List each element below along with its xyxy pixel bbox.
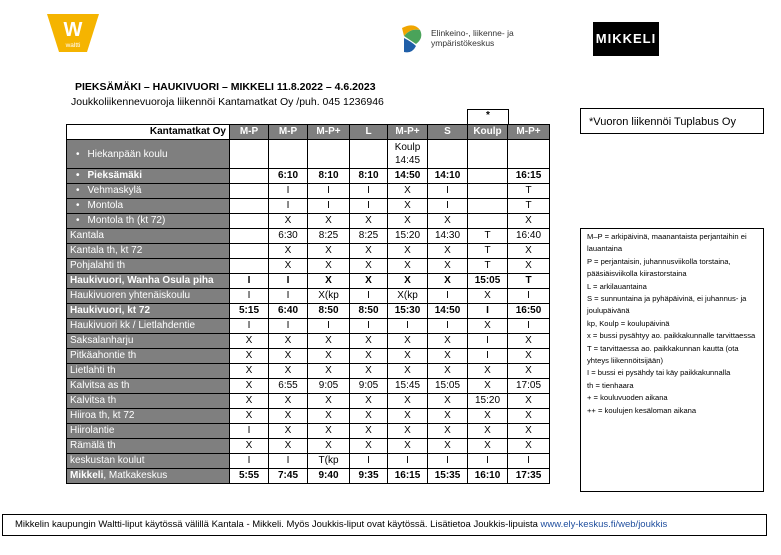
table-cell: T(kp [308, 454, 350, 469]
legend-item: S = sunnuntaina ja pyhäpäivinä, ei juhannus- ja joulupäivänä [587, 294, 747, 316]
stop-name: Kalvitsa th [67, 394, 230, 409]
legend-item: ++ = koulujen kesäloman aikana [587, 405, 697, 415]
table-cell: X [308, 244, 350, 259]
table-cell: I [508, 454, 550, 469]
table-cell: T [468, 259, 508, 274]
table-cell: I [428, 199, 468, 214]
operator-header: Kantamatkat Oy [67, 125, 230, 140]
stop-name: • Hiekanpään koulu [67, 140, 230, 169]
table-cell: X [230, 394, 269, 409]
stop-name: Hiirolantie [67, 424, 230, 439]
table-cell: X [508, 439, 550, 454]
table-cell: 8:25 [350, 229, 388, 244]
table-cell: X [468, 424, 508, 439]
table-row [67, 334, 550, 349]
table-cell: 8:50 [350, 304, 388, 319]
column-header: M-P+ [508, 125, 550, 140]
table-cell: 8:10 [350, 169, 388, 184]
table-cell: X [428, 274, 468, 289]
table-row [67, 364, 550, 379]
table-cell: X [428, 349, 468, 364]
table-cell: I [230, 454, 269, 469]
table-cell: 15:05 [468, 274, 508, 289]
table-row [67, 259, 550, 274]
footer-note [2, 514, 767, 536]
table-cell: X [428, 334, 468, 349]
waltti-logo-text: waltti [65, 42, 81, 49]
table-cell: 7:45 [269, 469, 308, 484]
table-cell: 15:45 [388, 379, 428, 394]
footer-text: Mikkelin kaupungin Waltti-liput käytössä välillä Kantala - Mikkeli. Myös Joukkis-liput ovat käytössä. Lisätietoa Joukkis-lipuista [15, 519, 541, 530]
table-cell: X [308, 349, 350, 364]
table-cell: 6:55 [269, 379, 308, 394]
table-cell: X [350, 349, 388, 364]
stop-name: • Pieksämäki [67, 169, 230, 184]
table-cell: I [230, 319, 269, 334]
table-row [67, 439, 550, 454]
table-cell [230, 184, 269, 199]
table-cell: 9:35 [350, 469, 388, 484]
table-row [67, 274, 550, 289]
table-cell: 5:55 [230, 469, 269, 484]
table-cell: X [269, 334, 308, 349]
table-cell: X [269, 394, 308, 409]
mikkeli-logo: MIKKELI [593, 22, 659, 56]
table-cell: X [428, 439, 468, 454]
table-row [67, 289, 550, 304]
table-cell: X [388, 409, 428, 424]
table-cell: I [230, 424, 269, 439]
table-cell: X [428, 409, 468, 424]
table-cell: X [308, 364, 350, 379]
table-cell [230, 214, 269, 229]
table-row [67, 409, 550, 424]
table-cell: T [468, 229, 508, 244]
table-cell: X [269, 244, 308, 259]
table-cell: I [428, 319, 468, 334]
table-cell: I [269, 184, 308, 199]
legend-item: T = tarvittaessa ao. paikkakunnan kautta (ota yhteys liikennöitsijään) [587, 343, 739, 366]
table-row [67, 304, 550, 319]
table-cell: I [468, 454, 508, 469]
table-cell: I [269, 274, 308, 289]
table-cell: X [269, 259, 308, 274]
table-cell: X [388, 439, 428, 454]
table-cell: I [468, 304, 508, 319]
table-cell: 6:30 [269, 229, 308, 244]
legend-item: L = arkilauantaina [587, 281, 647, 291]
table-cell: 9:05 [308, 379, 350, 394]
table-cell: I [350, 289, 388, 304]
stop-name: keskustan koulut [67, 454, 230, 469]
table-row [67, 469, 550, 484]
ely-logo [398, 22, 528, 56]
table-cell: X [230, 379, 269, 394]
legend-item: x = bussi pysähtyy ao. paikkakunnalle tarvittaessa [587, 331, 756, 341]
table-cell: 9:05 [350, 379, 388, 394]
table-row [67, 169, 550, 184]
table-cell: X [388, 199, 428, 214]
table-cell: X [508, 409, 550, 424]
table-cell: X [388, 259, 428, 274]
table-cell: I [468, 349, 508, 364]
table-cell: X [308, 334, 350, 349]
legend-item: M–P = arkipäivinä, maanantaista perjantaihin ei lauantaina [587, 232, 747, 254]
table-cell: I [230, 289, 269, 304]
table-cell: X [230, 409, 269, 424]
table-cell: T [468, 244, 508, 259]
table-cell: 15:30 [388, 304, 428, 319]
stop-name-main: Mikkeli [70, 470, 104, 481]
table-cell: X [388, 424, 428, 439]
table-cell [230, 140, 269, 169]
table-cell: X [388, 274, 428, 289]
table-cell [350, 140, 388, 169]
table-cell: 6:40 [269, 304, 308, 319]
ely-logo-line2: ympäristökeskus [431, 38, 495, 48]
table-cell: X [468, 289, 508, 304]
stop-name: • Vehmaskylä [67, 184, 230, 199]
table-cell: X [508, 364, 550, 379]
table-cell: I [428, 184, 468, 199]
table-cell: X [269, 409, 308, 424]
stop-name: Kalvitsa as th [67, 379, 230, 394]
table-cell [468, 140, 508, 169]
legend-item: kp, Koulp = koulupäivinä [587, 318, 670, 328]
table-cell: 14:50 [388, 169, 428, 184]
table-cell: 15:20 [468, 394, 508, 409]
table-cell: I [308, 199, 350, 214]
table-cell: X [388, 184, 428, 199]
table-cell [508, 140, 550, 169]
table-cell: X [508, 334, 550, 349]
table-row [67, 319, 550, 334]
table-cell: I [508, 319, 550, 334]
table-cell: X [508, 214, 550, 229]
table-cell: I [350, 199, 388, 214]
table-cell: 16:50 [508, 304, 550, 319]
table-cell: I [308, 184, 350, 199]
svg-text:W: W [63, 19, 83, 41]
table-cell: 15:35 [428, 469, 468, 484]
table-cell: I [388, 319, 428, 334]
table-cell: X [308, 394, 350, 409]
table-cell: X [350, 259, 388, 274]
table-cell: X [269, 349, 308, 364]
table-cell [230, 259, 269, 274]
stop-name: Kantala th, kt 72 [67, 244, 230, 259]
table-cell: X [468, 319, 508, 334]
table-cell: I [269, 199, 308, 214]
ely-logo-line1: Elinkeino-, liikenne- ja [431, 28, 514, 38]
table-cell: X [508, 394, 550, 409]
table-cell: X [350, 244, 388, 259]
stop-name: • Montola [67, 199, 230, 214]
stop-name: • Montola th (kt 72) [67, 214, 230, 229]
table-cell: X(kp [388, 289, 428, 304]
table-cell: X [350, 274, 388, 289]
timetable [66, 124, 550, 484]
table-cell [230, 199, 269, 214]
table-cell: I [388, 454, 428, 469]
table-cell: 15:05 [428, 379, 468, 394]
table-cell: X [428, 424, 468, 439]
table-cell [468, 184, 508, 199]
table-cell: 17:05 [508, 379, 550, 394]
table-cell: I [468, 334, 508, 349]
table-cell: I [308, 319, 350, 334]
table-cell: X [468, 439, 508, 454]
table-cell: X [350, 334, 388, 349]
stop-name-suffix: , Matkakeskus [103, 470, 168, 481]
table-cell: X [308, 274, 350, 289]
table-cell: X [230, 349, 269, 364]
star-marker: * [467, 109, 509, 126]
column-header: L [350, 125, 388, 140]
table-cell: 14:10 [428, 169, 468, 184]
legend-box [580, 228, 764, 492]
stop-name: Kantala [67, 229, 230, 244]
table-row [67, 424, 550, 439]
stop-name: Rämälä th [67, 439, 230, 454]
stop-name: Lietlahti th [67, 364, 230, 379]
table-row [67, 454, 550, 469]
legend-item: I = bussi ei pysähdy tai käy paikkakunnalla [587, 368, 731, 378]
table-cell: X [230, 439, 269, 454]
table-row [67, 229, 550, 244]
operator-note: *Vuoron liikennöi Tuplabus Oy [580, 108, 764, 134]
table-cell [428, 140, 468, 169]
table-cell: X [428, 259, 468, 274]
table-cell: X [508, 244, 550, 259]
table-cell [468, 169, 508, 184]
table-cell: X [269, 364, 308, 379]
table-cell: 8:10 [308, 169, 350, 184]
table-cell: 17:35 [508, 469, 550, 484]
table-cell [230, 169, 269, 184]
waltti-logo [47, 14, 99, 52]
table-cell: X [308, 259, 350, 274]
table-cell: I [508, 289, 550, 304]
table-cell: X [308, 424, 350, 439]
table-cell: X [308, 214, 350, 229]
table-row [67, 349, 550, 364]
table-cell: X [428, 214, 468, 229]
table-cell: 9:40 [308, 469, 350, 484]
table-cell: X [388, 394, 428, 409]
table-cell: I [428, 289, 468, 304]
table-cell: X [269, 214, 308, 229]
table-cell: X [308, 409, 350, 424]
joukkis-link[interactable]: www.ely-keskus.fi/web/joukkis [540, 519, 668, 530]
table-cell [308, 140, 350, 169]
table-cell: X [308, 439, 350, 454]
stop-name: Haukivuori, kt 72 [67, 304, 230, 319]
table-cell: X [428, 364, 468, 379]
table-cell: I [350, 319, 388, 334]
table-cell: X [388, 244, 428, 259]
table-cell: Koulp 14:45 [388, 140, 428, 169]
table-cell: X [269, 424, 308, 439]
table-cell: 16:40 [508, 229, 550, 244]
table-cell: T [508, 199, 550, 214]
table-cell: I [230, 274, 269, 289]
table-cell: X [388, 214, 428, 229]
column-header: S [428, 125, 468, 140]
table-cell: I [269, 454, 308, 469]
table-cell: X [230, 334, 269, 349]
table-cell: X [508, 349, 550, 364]
legend-item: P = perjantaisin, juhannusviikolla torstaina, pääsiäisviikolla kiirastorstaina [587, 256, 731, 279]
table-cell: I [350, 454, 388, 469]
table-cell: 6:10 [269, 169, 308, 184]
table-cell: X [350, 364, 388, 379]
table-cell: 8:25 [308, 229, 350, 244]
table-cell: X [468, 364, 508, 379]
table-cell [230, 229, 269, 244]
table-cell: X [388, 334, 428, 349]
table-cell: X [269, 439, 308, 454]
table-cell: 14:50 [428, 304, 468, 319]
table-cell: X [428, 394, 468, 409]
table-row [67, 199, 550, 214]
stop-name: Haukivuoren yhtenäiskoulu [67, 289, 230, 304]
column-header: M-P [269, 125, 308, 140]
table-cell: X [350, 439, 388, 454]
table-row [67, 184, 550, 199]
stop-name: Haukivuori, Wanha Osula piha [67, 274, 230, 289]
table-row [67, 244, 550, 259]
table-cell [468, 199, 508, 214]
stop-name: Haukivuori kk / Lietlahdentie [67, 319, 230, 334]
table-row [67, 214, 550, 229]
table-cell: 8:50 [308, 304, 350, 319]
stop-name: Pitkäahontie th [67, 349, 230, 364]
page-subtitle: Joukkoliikennevuoroja liikennöi Kantamatkat Oy /puh. 045 1236946 [71, 96, 384, 108]
legend-item: + = kouluvuoden aikana [587, 393, 668, 403]
ely-emblem-icon [398, 22, 428, 56]
table-cell: I [350, 184, 388, 199]
table-row [67, 140, 550, 169]
table-cell: X [388, 349, 428, 364]
table-cell: X [350, 409, 388, 424]
table-cell: X [468, 379, 508, 394]
column-header: M-P+ [308, 125, 350, 140]
table-cell: T [508, 274, 550, 289]
table-cell: X [508, 259, 550, 274]
table-cell: X [350, 424, 388, 439]
column-header: M-P [230, 125, 269, 140]
stop-name: Hiiroa th, kt 72 [67, 409, 230, 424]
stop-name: Pohjalahti th [67, 259, 230, 274]
column-header: M-P+ [388, 125, 428, 140]
table-cell [269, 140, 308, 169]
table-cell: I [269, 289, 308, 304]
table-cell: I [269, 319, 308, 334]
table-cell: X [428, 244, 468, 259]
table-cell: 16:10 [468, 469, 508, 484]
table-cell: T [508, 184, 550, 199]
table-cell: 16:15 [508, 169, 550, 184]
column-header: Koulp [468, 125, 508, 140]
legend-item: th = tienhaara [587, 380, 634, 390]
timetable-header-row [67, 125, 550, 140]
table-cell: 14:30 [428, 229, 468, 244]
table-cell: 15:20 [388, 229, 428, 244]
stop-name: Saksalanharju [67, 334, 230, 349]
table-cell: 5:15 [230, 304, 269, 319]
table-cell: I [428, 454, 468, 469]
table-cell: X [230, 364, 269, 379]
page-title: PIEKSÄMÄKI – HAUKIVUORI – MIKKELI 11.8.2022 – 4.6.2023 [75, 81, 376, 93]
table-cell: X [388, 364, 428, 379]
table-cell [230, 244, 269, 259]
table-cell: X [468, 409, 508, 424]
table-row [67, 379, 550, 394]
table-row [67, 394, 550, 409]
table-cell [468, 214, 508, 229]
table-cell: X [350, 214, 388, 229]
table-cell: X [350, 394, 388, 409]
table-cell: X(kp [308, 289, 350, 304]
stop-name [67, 469, 230, 484]
table-cell: X [508, 424, 550, 439]
table-cell: 16:15 [388, 469, 428, 484]
